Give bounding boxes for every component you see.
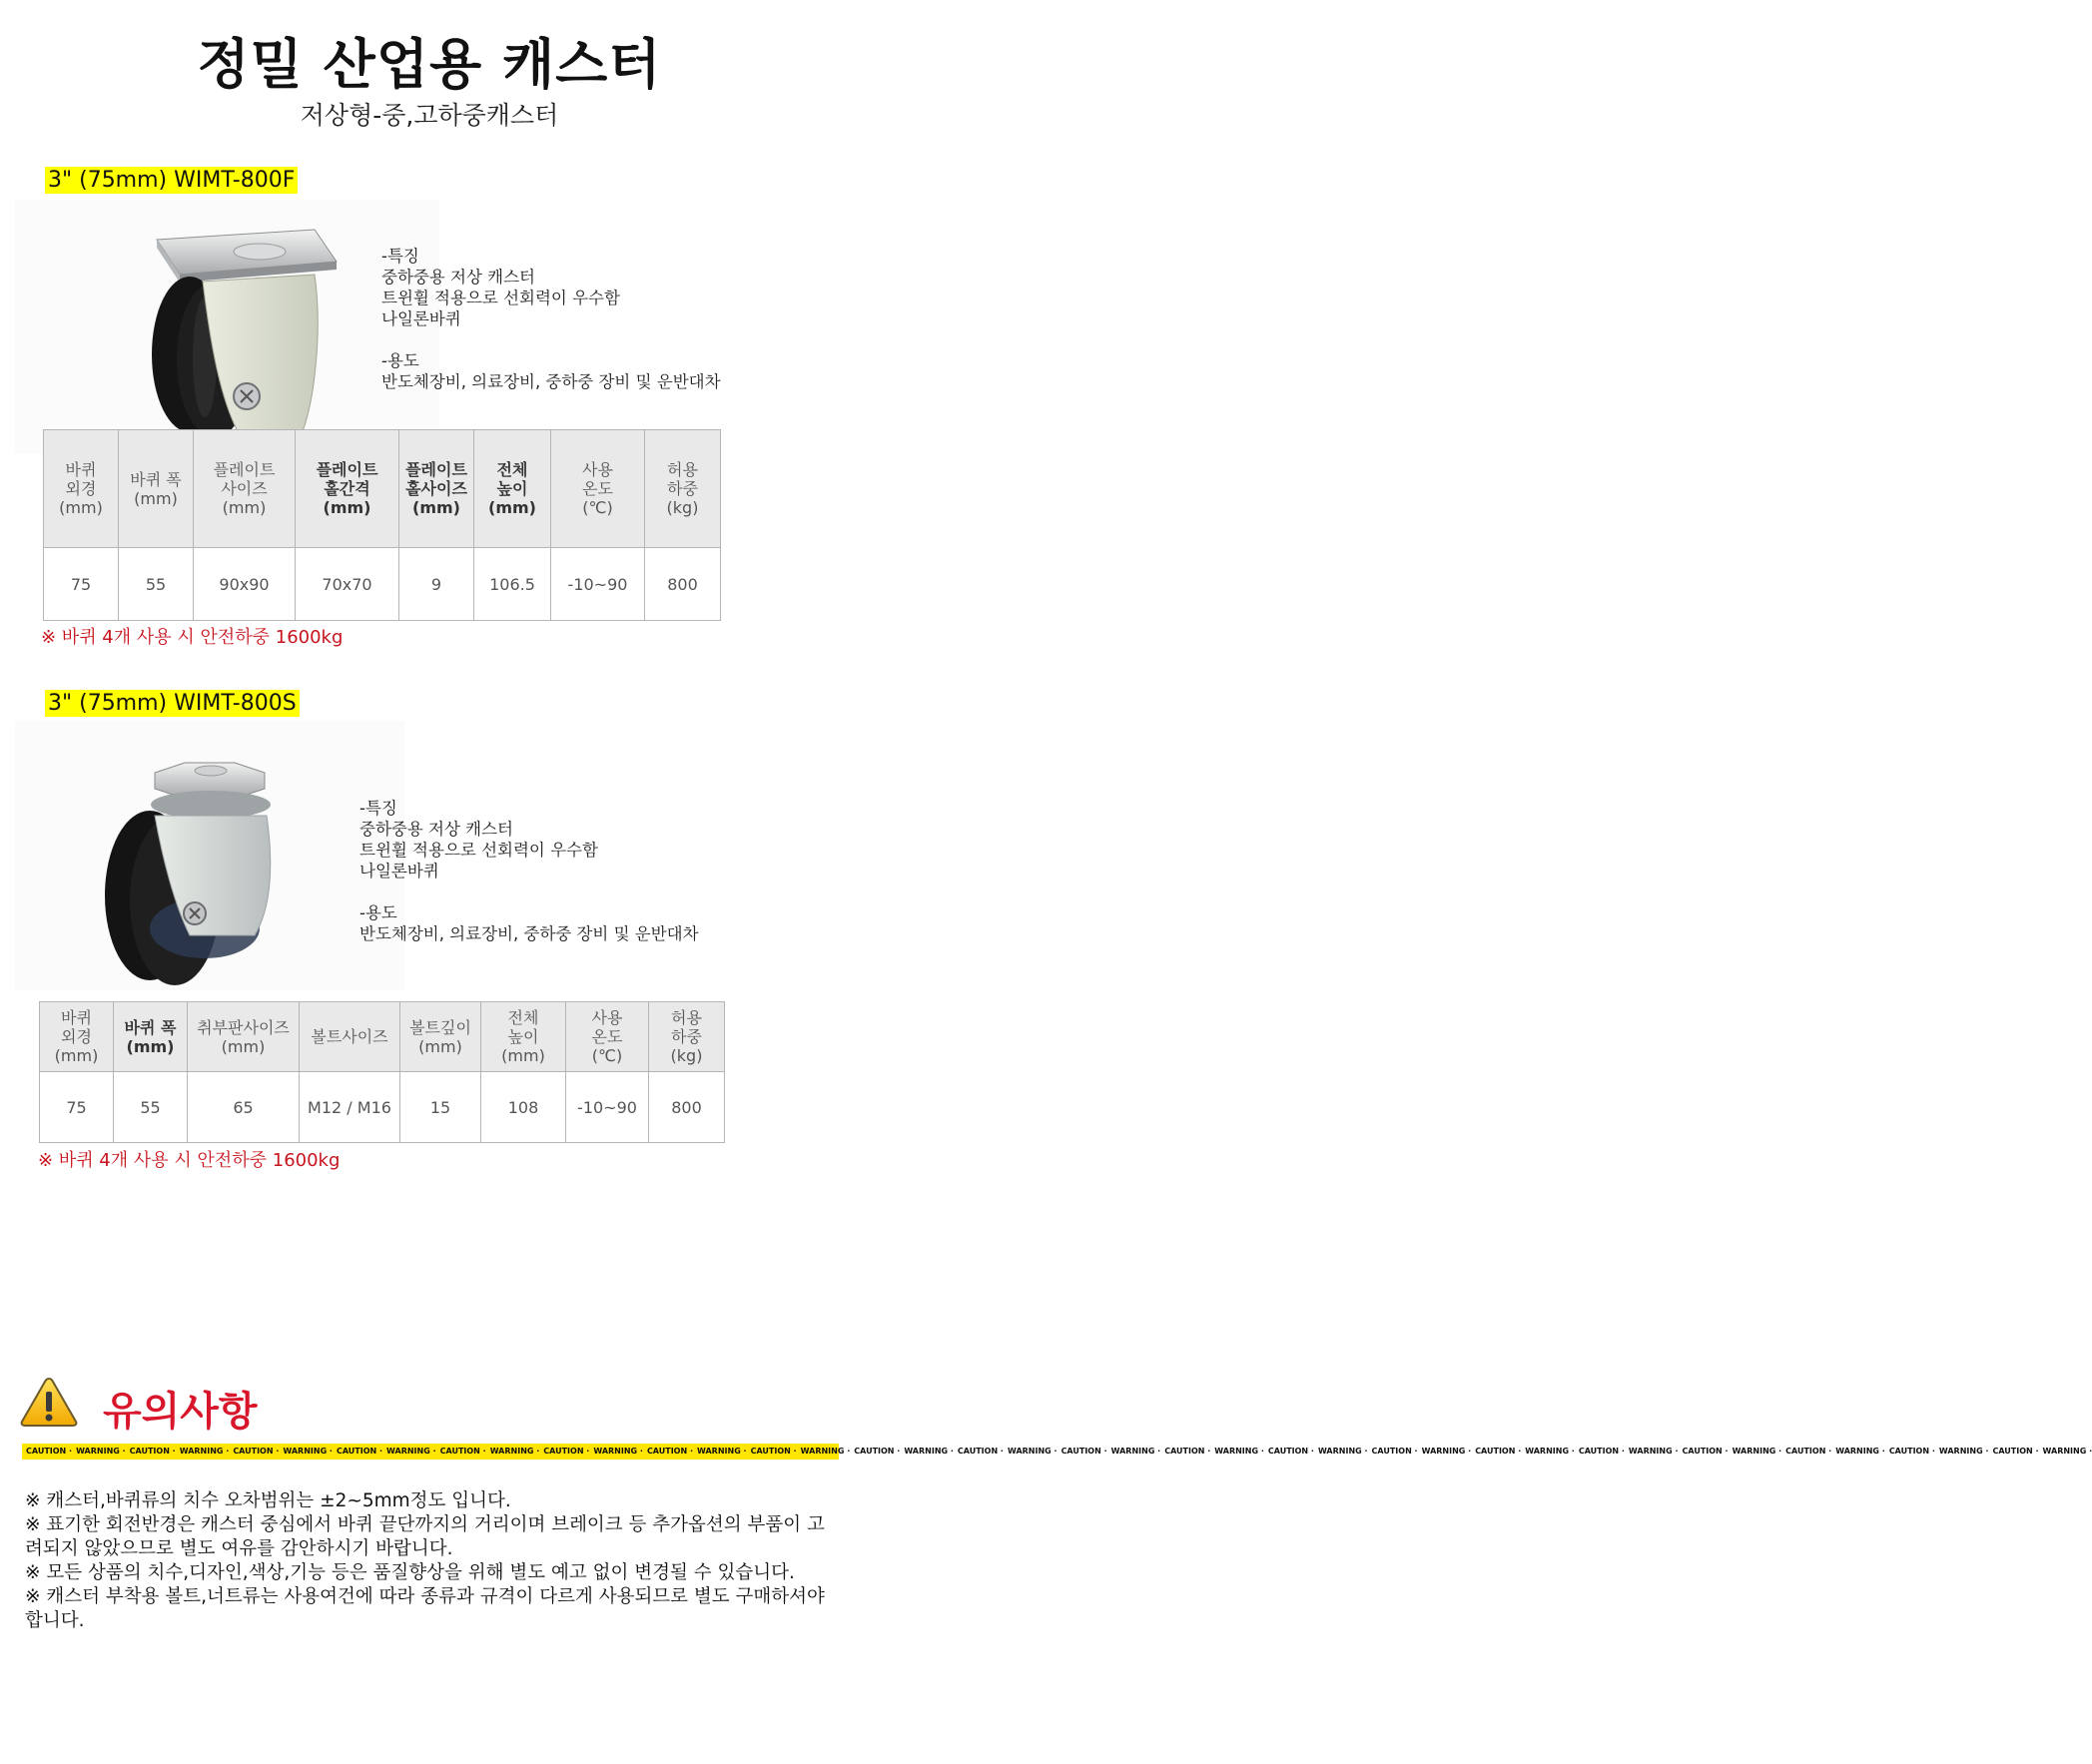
tape-word: WARNING · <box>283 1447 333 1456</box>
header-cell: 취부판사이즈 (mm) <box>188 1002 300 1072</box>
product-2-spec-table <box>39 1001 725 1143</box>
product-1-safe-load-note: ※ 바퀴 4개 사용 시 안전하중 1600kg <box>41 627 344 648</box>
tape-word: WARNING · <box>593 1447 643 1456</box>
tape-word: WARNING · <box>1938 1447 1989 1456</box>
header-cell: 플레이트 홀사이즈 (mm) <box>399 430 474 548</box>
tape-word: WARNING · <box>1214 1447 1264 1456</box>
tape-word: CAUTION · <box>129 1447 176 1456</box>
swivel-plate-caster-image <box>15 200 439 454</box>
tape-word: CAUTION · <box>1785 1447 1832 1456</box>
table-cell: -10~90 <box>551 548 645 621</box>
usage-text: 반도체장비, 의료장비, 중하중 장비 및 운반대차 <box>359 924 699 943</box>
page-subtitle: 저상형-중,고하중캐스터 <box>300 101 559 130</box>
features-heading: -특징 <box>359 799 397 818</box>
header-cell: 바퀴 외경 (mm) <box>44 430 119 548</box>
tape-word: CAUTION · <box>336 1447 383 1456</box>
tape-word: WARNING · <box>1525 1447 1575 1456</box>
header-cell: 사용 온도 (℃) <box>551 430 645 548</box>
tape-word: CAUTION · <box>750 1447 797 1456</box>
table-cell: 55 <box>114 1072 188 1143</box>
product-2-features <box>359 798 699 944</box>
product-2-safe-load-note: ※ 바퀴 4개 사용 시 안전하중 1600kg <box>38 1150 341 1171</box>
notice-item: ※ 캐스터 부착용 볼트,너트류는 사용여건에 따라 종류과 규격이 다르게 사용되므로 별도 구매하셔야 합니다. <box>25 1586 825 1631</box>
product-2-photo <box>15 721 404 990</box>
table-cell: 75 <box>44 548 119 621</box>
table-cell: 55 <box>119 548 194 621</box>
notice-item: ※ 캐스터,바퀴류의 치수 오차범위는 ±2~5mm정도 입니다. <box>25 1490 511 1511</box>
feature-item: 중하중용 저상 캐스터 <box>381 268 535 287</box>
table-cell: 108 <box>481 1072 566 1143</box>
tape-word: CAUTION · <box>1992 1447 2039 1456</box>
warning-triangle-icon <box>20 1376 78 1432</box>
tape-word: CAUTION · <box>543 1447 590 1456</box>
bolt-hole-caster-image <box>15 721 404 990</box>
tape-word: WARNING · <box>179 1447 230 1456</box>
tape-word: CAUTION · <box>1888 1447 1935 1456</box>
tape-word: CAUTION · <box>1682 1447 1729 1456</box>
table-cell: 65 <box>188 1072 300 1143</box>
tape-word: WARNING · <box>1421 1447 1472 1456</box>
tape-word: WARNING · <box>1835 1447 1885 1456</box>
header-cell: 전체 높이 (mm) <box>474 430 551 548</box>
tape-word: WARNING · <box>386 1447 436 1456</box>
table-cell: 106.5 <box>474 548 551 621</box>
product-1-section <box>45 168 298 193</box>
header-cell: 플레이트 홀간격 (mm) <box>296 430 399 548</box>
tape-word: WARNING · <box>76 1447 126 1456</box>
tape-word: WARNING · <box>1110 1447 1161 1456</box>
feature-item: 트윈휠 적용으로 선회력이 우수함 <box>359 841 598 860</box>
notice-item: ※ 모든 상품의 치수,디자인,색상,기능 등은 품질향상을 위해 별도 예고 없이 변경될 수 있습니다. <box>25 1562 795 1583</box>
usage-heading: -용도 <box>381 351 419 370</box>
page-title: 정밀 산업용 캐스터 <box>197 33 662 96</box>
header-cell: 전체 높이 (mm) <box>481 1002 566 1072</box>
header-cell: 볼트사이즈 <box>300 1002 400 1072</box>
tape-word: CAUTION · <box>1578 1447 1625 1456</box>
product-2-section <box>45 691 300 716</box>
header-cell: 바퀴 폭 (mm) <box>119 430 194 548</box>
usage-text: 반도체장비, 의료장비, 중하중 장비 및 운반대차 <box>381 372 721 391</box>
product-1-photo <box>15 200 439 454</box>
usage-heading: -용도 <box>359 903 397 922</box>
table-cell: 800 <box>645 548 721 621</box>
tape-word: CAUTION · <box>1060 1447 1107 1456</box>
header-cell: 플레이트 사이즈 (mm) <box>194 430 296 548</box>
table-cell: 70x70 <box>296 548 399 621</box>
tape-word: WARNING · <box>2042 1447 2092 1456</box>
tape-word: CAUTION · <box>957 1447 1004 1456</box>
tape-word: CAUTION · <box>26 1447 73 1456</box>
table-row <box>40 1072 725 1143</box>
table-row <box>44 548 721 621</box>
tape-word: WARNING · <box>697 1447 747 1456</box>
tape-word: CAUTION · <box>1164 1447 1211 1456</box>
tape-word: CAUTION · <box>439 1447 486 1456</box>
tape-word: WARNING · <box>489 1447 540 1456</box>
tape-word: CAUTION · <box>1371 1447 1418 1456</box>
tape-word: CAUTION · <box>1267 1447 1314 1456</box>
header-cell: 바퀴 폭 (mm) <box>114 1002 188 1072</box>
table-cell: -10~90 <box>566 1072 649 1143</box>
table-cell: 75 <box>40 1072 114 1143</box>
table-cell: M12 / M16 <box>300 1072 400 1143</box>
tape-word: CAUTION · <box>646 1447 694 1456</box>
product-1-spec-table <box>43 429 721 621</box>
header-cell: 사용 온도 (℃) <box>566 1002 649 1072</box>
tape-word: WARNING · <box>1628 1447 1679 1456</box>
feature-item: 중하중용 저상 캐스터 <box>359 820 513 839</box>
caution-title: 유의사항 <box>103 1389 258 1435</box>
caution-tape <box>22 1444 2092 1460</box>
product-1-model: 3" (75mm) WIMT-800F <box>45 167 298 194</box>
features-heading: -특징 <box>381 247 419 266</box>
tape-word: WARNING · <box>1317 1447 1368 1456</box>
header-cell: 허용 하중 (kg) <box>649 1002 725 1072</box>
header-cell: 바퀴 외경 (mm) <box>40 1002 114 1072</box>
tape-word: WARNING · <box>1732 1447 1782 1456</box>
tape-word: CAUTION · <box>1475 1447 1522 1456</box>
tape-word: WARNING · <box>1007 1447 1057 1456</box>
table-cell: 90x90 <box>194 548 296 621</box>
product-2-model: 3" (75mm) WIMT-800S <box>45 690 300 717</box>
notice-item: ※ 표기한 회전반경은 캐스터 중심에서 바퀴 끝단까지의 거리이며 브레이크 등 추가옵션의 부품이 고려되지 않았으므로 별도 여유를 감안하시기 바랍니다. <box>25 1514 825 1559</box>
table-cell: 15 <box>400 1072 481 1143</box>
header-cell: 볼트깊이 (mm) <box>400 1002 481 1072</box>
table-cell: 800 <box>649 1072 725 1143</box>
tape-word: WARNING · <box>904 1447 954 1456</box>
header-cell: 허용 하중 (kg) <box>645 430 721 548</box>
feature-item: 나일론바퀴 <box>359 862 439 881</box>
feature-item: 트윈휠 적용으로 선회력이 우수함 <box>381 289 620 307</box>
table-cell: 9 <box>399 548 474 621</box>
product-1-features <box>381 246 721 392</box>
tape-word: WARNING · <box>800 1447 851 1456</box>
tape-word: CAUTION · <box>854 1447 901 1456</box>
tape-word: CAUTION · <box>233 1447 280 1456</box>
feature-item: 나일론바퀴 <box>381 309 461 328</box>
